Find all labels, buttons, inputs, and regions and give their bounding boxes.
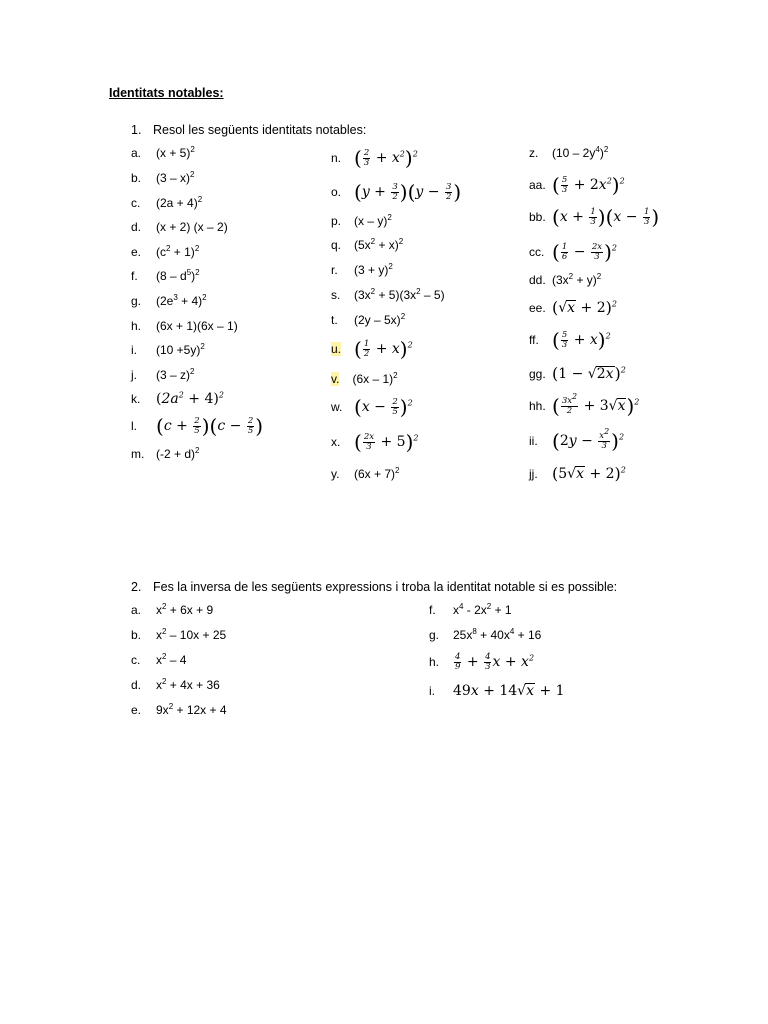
item-label: h.: [131, 319, 142, 333]
exercise-item: [131, 628, 226, 642]
item-label: m.: [131, 447, 145, 461]
item-label: dd.: [529, 273, 546, 287]
exercise-item: [131, 146, 195, 160]
exercise-item: [131, 220, 228, 234]
item-expression: (y + $\frac{3}{2}$ )(y − $\frac{3}{2}$ ): [354, 180, 462, 204]
exercise-item: [529, 300, 617, 316]
item-expression: $(2e^3 + 4)^2$: [156, 293, 207, 308]
question-text: Resol les següents identitats notables:: [153, 123, 367, 137]
item-label-highlighted: u.: [331, 342, 342, 356]
item-expression: (x − $\frac{2}{5}$ )$^2$: [354, 395, 413, 419]
item-label: y.: [331, 467, 340, 481]
item-expression: (6x + 1)(6x – 1): [156, 319, 238, 333]
item-expression: ( $\frac{1}{2}$ + x)$^2$: [354, 337, 413, 361]
exercise-item: [529, 330, 611, 350]
item-label: ee.: [529, 301, 546, 316]
item-label: cc.: [529, 245, 545, 259]
exercise-item: [529, 207, 659, 227]
item-expression: $(c^2 + 1)^2$: [156, 244, 200, 259]
item-label: e.: [131, 703, 142, 717]
item-expression: $\frac{4}{9}$ + $\frac{4}{3}$ $x + x^2$: [455, 652, 535, 672]
item-label-highlighted: v.: [331, 372, 340, 386]
item-label: s.: [331, 288, 341, 302]
exercise-item: [331, 238, 403, 252]
item-expression: ( $\frac{5}{3}$ + $2x^2)^2$: [552, 173, 625, 197]
exercise-item: [331, 182, 461, 202]
exercise-item: [529, 427, 625, 453]
exercise-item: [131, 171, 194, 185]
exercise-item: [529, 273, 601, 287]
item-expression: $x^2 + 4x + 36$: [156, 677, 220, 692]
item-expression: $(5√x + 2)^2$: [552, 464, 626, 483]
item-label: i.: [429, 684, 435, 699]
item-expression: ( $\frac{1}{6}$ − $\frac{2x}{3}$ )$^2$: [552, 240, 617, 264]
item-expression: $25x^8 + 40x^4 + 16$: [453, 627, 542, 642]
exercise-item: [131, 343, 205, 357]
item-label: t.: [331, 313, 338, 327]
exercise-item: [331, 214, 392, 228]
item-label: d.: [131, 678, 142, 692]
item-expression: $x^2 + 6x + 9$: [156, 602, 214, 617]
item-expression: $(2a^2 + 4)^2$: [156, 390, 224, 407]
exercise-item: [529, 242, 617, 262]
exercise-item: [529, 146, 608, 160]
item-label: a.: [131, 603, 142, 617]
exercise-item: [131, 368, 194, 382]
exercise-item: [429, 653, 534, 671]
item-label: k.: [131, 392, 141, 406]
exercise-item: [331, 339, 413, 359]
item-label: c.: [131, 653, 141, 667]
item-expression: $9x^2 + 12x + 4$: [156, 702, 227, 717]
exercise-item: [429, 603, 512, 617]
item-expression: (c + $\frac{2}{5}$ )(c − $\frac{2}{5}$ ): [156, 414, 264, 438]
item-expression: $(8 - d^5)^2$: [156, 268, 200, 283]
item-label: i.: [131, 343, 137, 357]
item-expression: (2y – 5x)$^2$: [354, 312, 406, 327]
item-label: jj.: [529, 467, 538, 482]
question-number: 2.: [131, 580, 142, 594]
item-label: q.: [331, 238, 342, 252]
exercise-item: [331, 467, 399, 481]
exercise-item: [331, 263, 393, 277]
item-label: x.: [331, 435, 341, 449]
item-expression: $(-2 + d)^2$: [156, 446, 200, 461]
item-label: ff.: [529, 333, 539, 347]
item-label: g.: [131, 294, 142, 308]
exercise-item: [529, 366, 626, 382]
item-expression: (3 – x)$^2$: [156, 170, 195, 185]
item-label: hh.: [529, 399, 546, 413]
question-text: Fes la inversa de les següents expressions i troba la identitat notable si es possible:: [153, 580, 618, 594]
exercise-item: [529, 392, 640, 418]
exercise-item: [331, 148, 418, 168]
item-expression: $(3x^2 + y)^2$: [552, 272, 602, 287]
exercise-item: [131, 319, 238, 333]
exercise-item: [529, 466, 626, 482]
item-expression: (3 – z)$^2$: [156, 367, 195, 382]
item-label: aa.: [529, 178, 546, 192]
exercise-item: [429, 683, 565, 699]
item-expression: (x + $\frac{1}{3}$ )(x − $\frac{1}{3}$ ): [552, 205, 660, 229]
item-label: h.: [429, 655, 440, 669]
item-expression: $(6x + 7)^2$: [354, 466, 400, 481]
item-expression: $(10 - 2y^4)^2$: [552, 145, 609, 160]
exercise-item: [331, 432, 418, 452]
item-label: w.: [331, 400, 343, 414]
item-label: r.: [331, 263, 338, 277]
exercise-item: [131, 678, 220, 692]
exercise-item: [331, 288, 445, 302]
item-expression: $(5x^2 + x)^2$: [354, 237, 404, 252]
item-expression: $(x + 5)^2$: [156, 145, 195, 160]
item-expression: 49x + 14√x + 1: [453, 683, 565, 699]
exercise-item: [131, 416, 263, 436]
item-label: ii.: [529, 434, 538, 448]
item-label: o.: [331, 185, 342, 199]
item-expression: $(√x + 2)^2$: [552, 298, 617, 317]
exercise-item: [131, 447, 199, 461]
item-expression: $x^4 - 2x^2 + 1$: [453, 602, 512, 617]
item-expression: ( $\frac{2}{3}$ + $x^2)^2$: [354, 146, 418, 170]
item-expression: $x^2 - 10x + 25$: [156, 627, 227, 642]
item-expression: ( $\frac{2x}{3}$ + 5)$^2$: [354, 430, 419, 454]
exercise-item: [131, 603, 213, 617]
item-label: n.: [331, 151, 342, 165]
exercise-item: [429, 628, 541, 642]
item-label: f.: [429, 603, 436, 617]
exercise-item: [331, 313, 405, 327]
item-label: d.: [131, 220, 142, 234]
exercise-item: [131, 269, 200, 283]
page-title: Identitats notables:: [109, 86, 224, 100]
exercise-item: [331, 372, 398, 386]
item-label: j.: [131, 368, 137, 382]
item-label: g.: [429, 628, 440, 642]
item-expression: $(10 +5y)^2$: [156, 342, 205, 357]
exercise-item: [131, 391, 224, 407]
item-expression: (x + 2) (x – 2): [156, 220, 228, 234]
item-expression: ( $\frac{3x^2}{2}$ + 3√x)$^2$: [552, 392, 640, 418]
item-label: c.: [131, 196, 141, 210]
item-label: f.: [131, 269, 138, 283]
item-expression: $x^2 - 4$: [156, 652, 187, 667]
item-label: z.: [529, 146, 539, 160]
item-label: b.: [131, 171, 142, 185]
item-expression: $(3 + y)^2$: [354, 262, 393, 277]
item-expression: $(3x^2 + 5)(3x^2 - 5)$: [354, 287, 445, 302]
exercise-item: [331, 397, 413, 417]
item-expression: $(2a + 4)^2$: [156, 195, 203, 210]
item-label: bb.: [529, 210, 546, 224]
exercise-item: [131, 196, 202, 210]
item-label: a.: [131, 146, 142, 160]
item-label: b.: [131, 628, 142, 642]
item-label: e.: [131, 245, 142, 259]
item-expression: (x – y)$^2$: [354, 213, 392, 228]
exercise-item: [131, 653, 186, 667]
exercise-item: [131, 294, 207, 308]
item-label: gg.: [529, 367, 546, 382]
question-number: 1.: [131, 123, 142, 137]
item-expression: (2y − $\frac{x^2}{3}$ )$^2$: [552, 427, 625, 453]
item-expression: $(1 - √2x)^2$: [552, 364, 626, 383]
item-expression: ( $\frac{5}{3}$ + x)$^2$: [552, 328, 611, 352]
item-label: l.: [131, 419, 137, 433]
exercise-item: [131, 245, 199, 259]
exercise-item: [529, 175, 625, 195]
item-label: p.: [331, 214, 342, 228]
exercise-item: [131, 703, 227, 717]
item-expression: (6x – 1)$^2$: [352, 371, 398, 386]
